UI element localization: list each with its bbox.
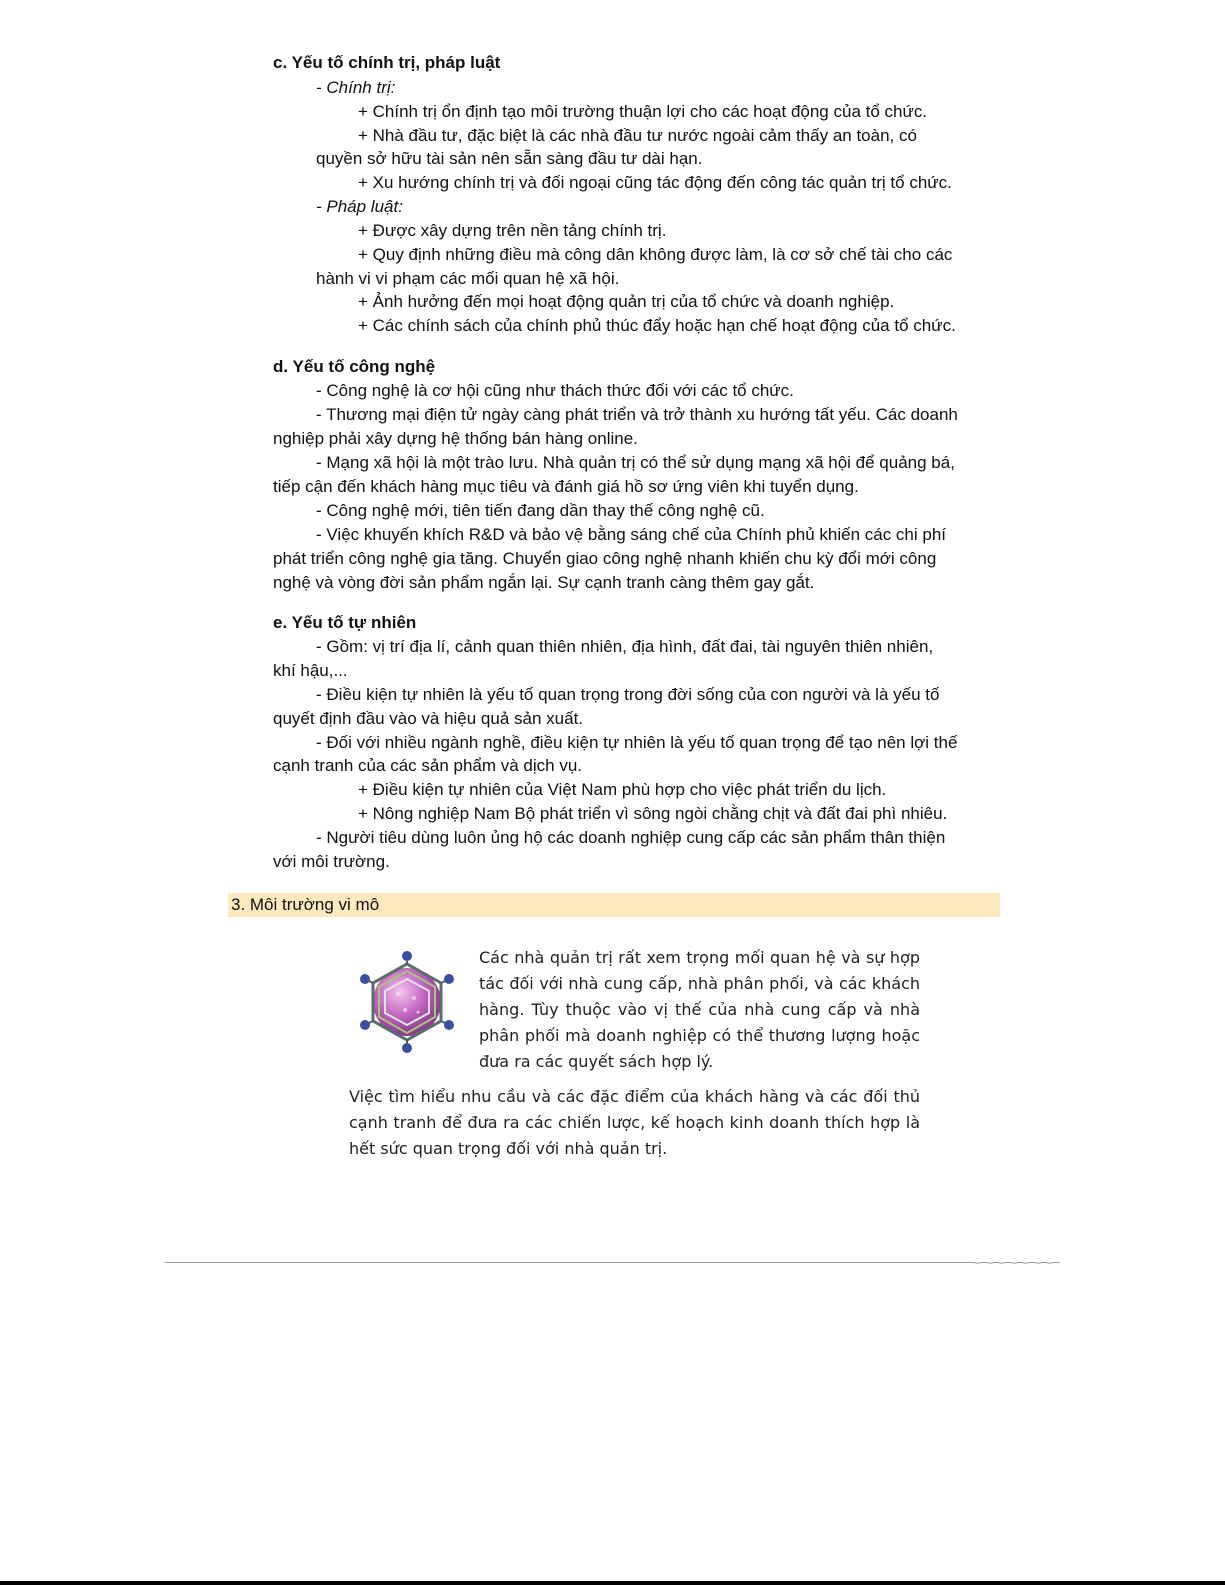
natural-item-4: - Người tiêu dùng luôn ủng hộ các doanh nghiệp cung cấp các sản phẩm thân thiện (316, 828, 946, 847)
label-politics: - Chính trị: (316, 78, 396, 97)
natural-item-3: - Đối với nhiều ngành nghề, điều kiện tự nhiên là yếu tố quan trọng để tạo nên lợi thế (316, 733, 958, 752)
law-item-2-cont: hành vi vi phạm các mối quan hệ xã hội. (316, 269, 620, 288)
politics-item-2: + Nhà đầu tư, đặc biệt là các nhà đầu tư nước ngoài cảm thấy an toàn, có (358, 126, 917, 145)
micro-paragraph-1-line-4: phân phối mà doanh nghiệp có thể thương lượng hoặc (479, 1026, 920, 1045)
micro-paragraph-1-line-5: đưa ra các quyết sách hợp lý. (479, 1052, 714, 1071)
page-bottom-edge (0, 1581, 1225, 1585)
natural-item-4-cont: với môi trường. (273, 852, 390, 871)
micro-paragraph-1-line-3: hàng. Tùy thuộc vào vị thế của nhà cung cấp và nhà (479, 1000, 920, 1019)
natural-item-2: - Điều kiện tự nhiên là yếu tố quan trọng trong đời sống của con người và là yếu tố (316, 685, 940, 704)
micro-paragraph-1-line-2: tác đối với nhà cung cấp, nhà phân phối, và các khách (479, 974, 920, 993)
natural-item-3-cont: cạnh tranh của các sản phẩm và dịch vụ. (273, 756, 583, 775)
tech-item-4: - Công nghệ mới, tiên tiến đang dần thay thế công nghệ cũ. (316, 501, 765, 520)
section-banner-title: 3. Môi trường vi mô (231, 895, 380, 914)
section-banner-micro-environment (228, 893, 1000, 917)
politics-item-1: + Chính trị ổn định tạo môi trường thuận lợi cho các hoạt động của tổ chức. (358, 102, 928, 121)
heading-natural: e. Yếu tố tự nhiên (273, 613, 417, 632)
heading-political-legal: c. Yếu tố chính trị, pháp luật (273, 53, 501, 72)
micro-paragraph-2-line-3: hết sức quan trọng đối với nhà quản trị. (349, 1139, 668, 1158)
tech-item-5-cont-1: phát triển công nghệ gia tăng. Chuyển giao công nghệ nhanh khiến chu kỳ đổi mới công (273, 549, 937, 568)
law-item-2: + Quy định những điều mà công dân không được làm, là cơ sở chế tài cho các (358, 245, 953, 264)
tech-item-3-cont: tiếp cận đến khách hàng mục tiêu và đánh giá hồ sơ ứng viên khi tuyển dụng. (273, 477, 859, 496)
law-item-3: + Ảnh hưởng đến mọi hoạt động quản trị của tổ chức và doanh nghiệp. (358, 292, 895, 311)
law-item-4: + Các chính sách của chính phủ thúc đẩy hoặc hạn chế hoạt động của tổ chức. (358, 316, 956, 335)
tech-item-1: - Công nghệ là cơ hội cũng như thách thức đối với các tổ chức. (316, 381, 794, 400)
natural-item-1: - Gồm: vị trí địa lí, cảnh quan thiên nhiên, địa hình, đất đai, tài nguyên thiên nhiên, (316, 637, 934, 656)
heading-technology: d. Yếu tố công nghệ (273, 357, 436, 376)
footer-divider (165, 1262, 1060, 1263)
tech-item-3: - Mạng xã hội là một trào lưu. Nhà quản trị có thể sử dụng mạng xã hội để quảng bá, (316, 453, 955, 472)
micro-paragraph-2-line-2: cạnh tranh để đưa ra các chiến lược, kế hoạch kinh doanh thích hợp là (349, 1113, 920, 1132)
molecule-illustration-icon (350, 946, 465, 1058)
tech-item-2: - Thương mại điện tử ngày càng phát triển và trở thành xu hướng tất yếu. Các doanh (316, 405, 958, 424)
footer-mark (975, 1262, 1060, 1264)
tech-item-5: - Việc khuyến khích R&D và bảo vệ bằng sáng chế của Chính phủ khiến các chi phí (316, 525, 947, 544)
tech-item-5-cont-2: nghệ và vòng đời sản phẩm ngắn lại. Sự cạnh tranh càng thêm gay gắt. (273, 573, 815, 592)
tech-item-2-cont: nghiệp phải xây dựng hệ thống bán hàng online. (273, 429, 638, 448)
natural-subitem-1: + Điều kiện tự nhiên của Việt Nam phù hợp cho việc phát triển du lịch. (358, 780, 887, 799)
politics-item-2-cont: quyền sở hữu tài sản nên sẵn sàng đầu tư dài hạn. (316, 149, 703, 168)
natural-item-2-cont: quyết định đầu vào và hiệu quả sản xuất. (273, 709, 584, 728)
politics-item-3: + Xu hướng chính trị và đối ngoại cũng tác động đến công tác quản trị tổ chức. (358, 173, 952, 192)
natural-item-1-cont: khí hậu,... (273, 661, 348, 680)
law-item-1: + Được xây dựng trên nền tảng chính trị. (358, 221, 667, 240)
natural-subitem-2: + Nông nghiệp Nam Bộ phát triển vì sông ngòi chằng chịt và đất đai phì nhiêu. (358, 804, 948, 823)
label-law: - Pháp luật: (316, 197, 403, 216)
micro-paragraph-1-line-1: Các nhà quản trị rất xem trọng mối quan hệ và sự hợp (479, 948, 920, 967)
micro-paragraph-2-line-1: Việc tìm hiểu nhu cầu và các đặc điểm của khách hàng và các đối thủ (349, 1087, 920, 1106)
